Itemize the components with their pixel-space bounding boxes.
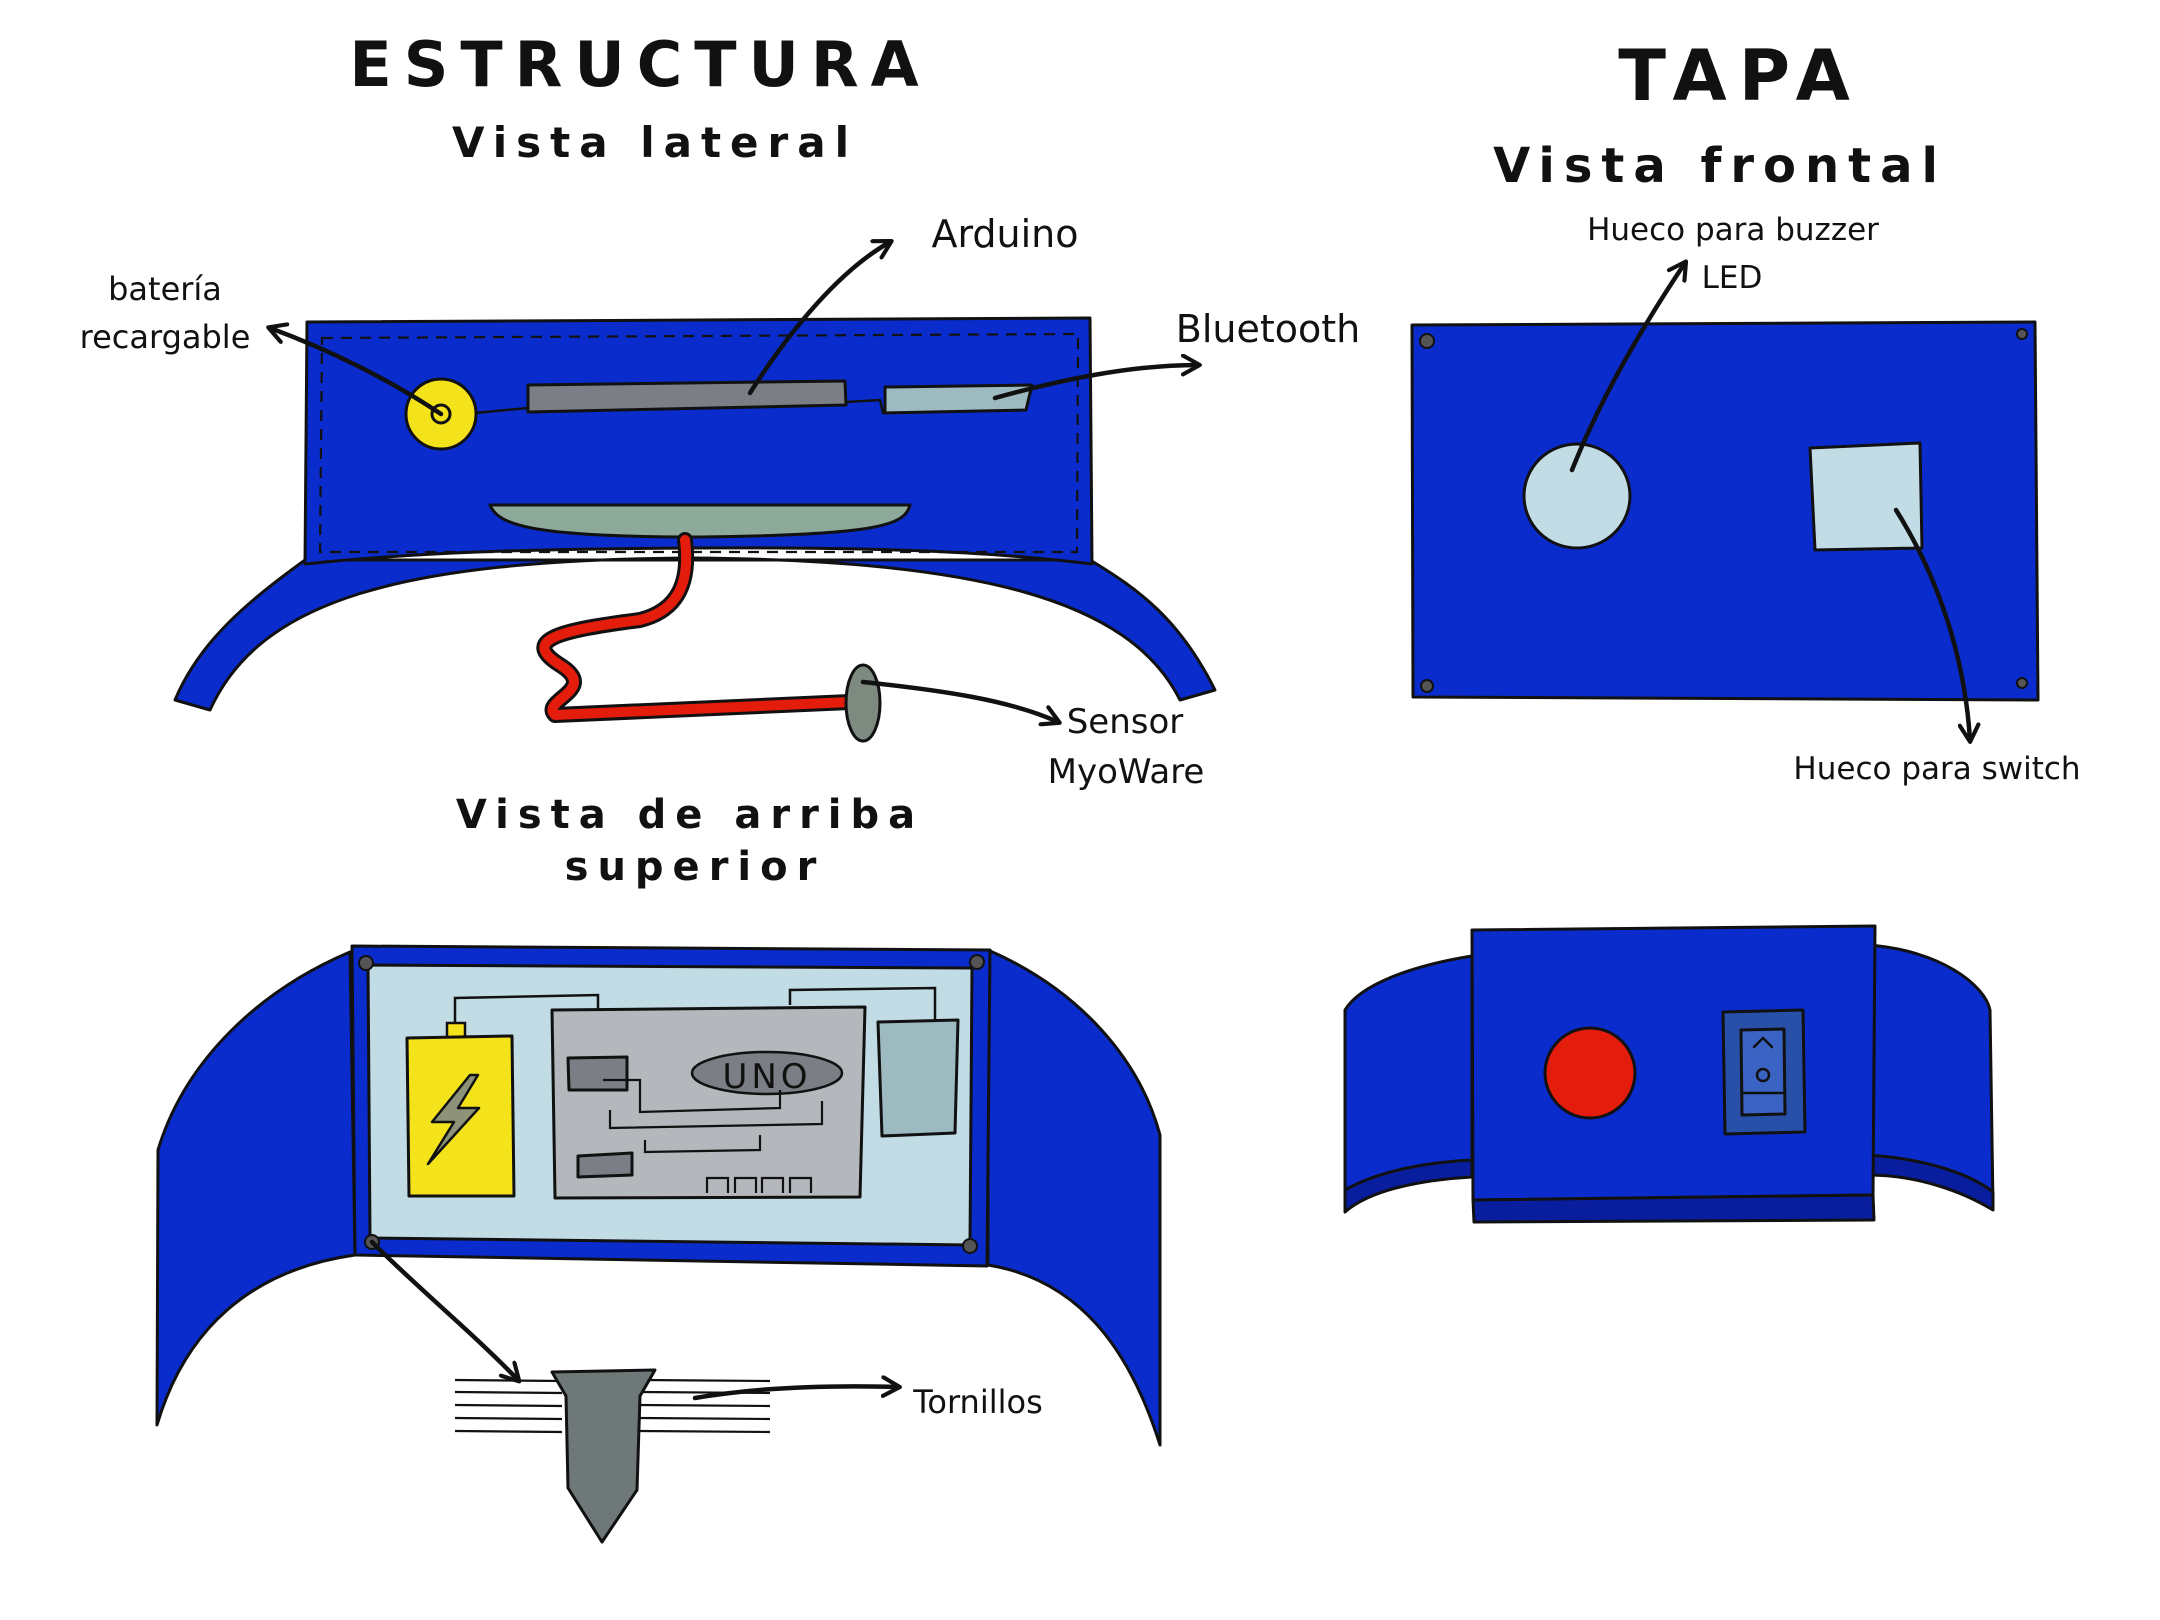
corner-screw-tr <box>970 955 984 969</box>
tapa-subtitle: Vista frontal <box>1493 138 1947 194</box>
corner-screw-br <box>963 1239 977 1253</box>
estructura-side-view <box>80 212 1361 792</box>
label-led: LED <box>1701 260 1763 296</box>
tapa-front-view <box>1412 212 2081 787</box>
band-wings <box>175 558 1215 710</box>
lid-screw-br <box>2017 678 2027 688</box>
arduino-bar <box>528 381 846 412</box>
screw <box>552 1370 655 1542</box>
tapa-assembled-view <box>1345 926 1993 1222</box>
assembled-switch-rocker <box>1741 1029 1785 1115</box>
assembled-red-led <box>1545 1028 1635 1118</box>
label-hueco-buzzer: Hueco para buzzer <box>1587 212 1879 248</box>
sensor-plate <box>490 505 910 537</box>
label-bluetooth: Bluetooth <box>1175 307 1361 351</box>
label-sensor: Sensor <box>1066 702 1184 742</box>
label-hueco-switch: Hueco para switch <box>1793 751 2081 787</box>
label-bateria: batería <box>108 270 222 308</box>
label-tornillos: Tornillos <box>913 1383 1043 1421</box>
myoware-electrode <box>846 665 880 741</box>
top-view <box>157 946 1160 1542</box>
assembled-center-box <box>1472 926 1875 1200</box>
sensor-cable <box>544 540 850 715</box>
vista-arriba-title-line1: Vista de arriba <box>455 792 925 838</box>
label-arduino: Arduino <box>931 212 1079 256</box>
estructura-title: ESTRUCTURA <box>349 28 931 101</box>
lid-screw-tr <box>2017 329 2027 339</box>
top-bluetooth-module <box>878 1020 958 1136</box>
arrow-sensor <box>863 682 1058 722</box>
estructura-subtitle: Vista lateral <box>452 118 858 167</box>
board-chip-2 <box>578 1153 632 1177</box>
label-myoware: MyoWare <box>1047 752 1205 792</box>
board-uno-text: UNO <box>722 1057 812 1097</box>
board-chip-1 <box>568 1057 627 1090</box>
assembled-center-base <box>1473 1195 1874 1222</box>
tapa-title: TAPA <box>1618 35 1862 117</box>
right-strap <box>988 950 1160 1445</box>
vista-arriba-title-line2: superior <box>564 844 826 890</box>
lid-screw-bl <box>1421 680 1433 692</box>
left-strap <box>157 952 355 1425</box>
lid-screw-tl <box>1420 334 1434 348</box>
bluetooth-module <box>885 385 1032 413</box>
arrow-screw-hole <box>372 1242 518 1380</box>
corner-screw-tl <box>359 956 373 970</box>
arrow-tornillos <box>695 1386 898 1398</box>
label-recargable: recargable <box>79 318 251 356</box>
lid-plate <box>1412 322 2038 700</box>
switch-hole <box>1810 443 1922 550</box>
